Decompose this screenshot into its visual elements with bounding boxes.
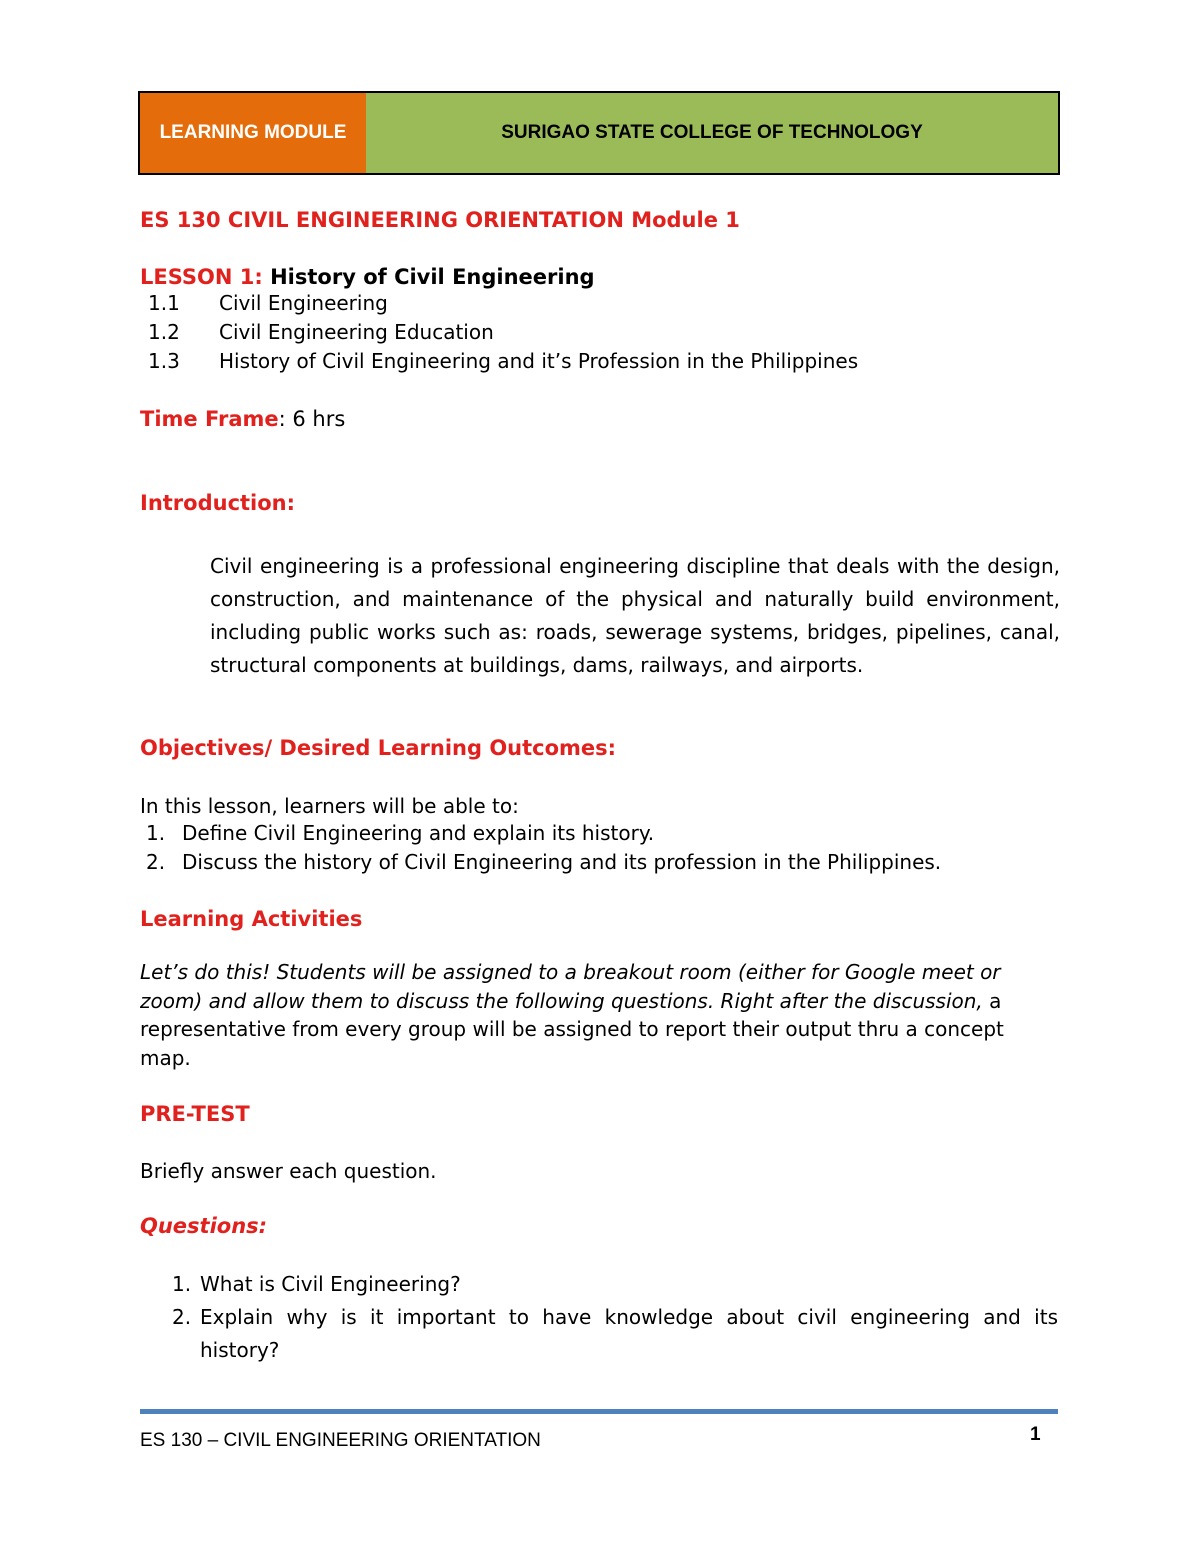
topic-number: 1.3 [148,349,180,373]
list-item [148,320,858,349]
pre-test-instruction: Briefly answer each question. [140,1159,437,1183]
topic-number: 1.1 [148,291,180,315]
question-text: What is Civil Engineering? [200,1272,461,1296]
list-item [172,1301,1058,1367]
time-frame [140,407,345,431]
learning-module-label: LEARNING MODULE [140,93,366,173]
learning-activities-heading: Learning Activities [140,907,363,931]
list-item [148,291,858,320]
list-item [172,1268,1058,1301]
lesson-topics-list [148,291,858,378]
list-item [146,850,941,879]
module-title: ES 130 CIVIL ENGINEERING ORIENTATION Module 1 [140,208,740,232]
module-header-banner [138,91,1060,175]
topic-text: Civil Engineering [219,291,388,315]
time-frame-label: Time Frame [140,407,279,431]
pre-test-heading: PRE-TEST [140,1102,250,1126]
college-name-label: SURIGAO STATE COLLEGE OF TECHNOLOGY [366,93,1058,173]
introduction-paragraph: Civil engineering is a professional engineering discipline that deals with the design, construction, and maintenance of the physical and naturally build environment, including public works such as: roads, sewerage systems, bridges, pipelines, canal, structural components at buildings, dams, railways, and airports. [210,554,1060,677]
topic-text: History of Civil Engineering and it’s Profession in the Philippines [219,349,859,373]
objective-text: Discuss the history of Civil Engineering and its profession in the Philippines. [182,850,942,874]
list-item [148,349,858,378]
footer-course-title: ES 130 – CIVIL ENGINEERING ORIENTATION [140,1430,541,1451]
objective-text: Define Civil Engineering and explain its history. [182,821,655,845]
question-text: Explain why is it important to have knowledge about civil engineering and its history? [200,1305,1058,1362]
introduction-heading: Introduction: [140,491,296,515]
objectives-heading: Objectives/ Desired Learning Outcomes: [140,736,617,760]
objective-number: 1. [146,821,166,845]
question-number: 2. [172,1305,192,1329]
activity-instructions-normal: a representative from every group will be assigned to report their output thru a concept map. [140,988,1004,1070]
time-frame-value: : 6 hrs [278,407,346,431]
footer-divider [140,1409,1058,1414]
objectives-list [146,821,941,879]
questions-list [172,1268,1058,1367]
objective-number: 2. [146,850,166,874]
questions-heading: Questions: [140,1214,268,1238]
topic-text: Civil Engineering Education [219,320,494,344]
page-number: 1 [1030,1424,1041,1445]
objectives-lead: In this lesson, learners will be able to: [140,794,519,818]
lesson-title: History of Civil Engineering [270,265,595,289]
topic-number: 1.2 [148,320,180,344]
question-number: 1. [172,1272,192,1296]
learning-activities-paragraph [140,958,1050,1072]
list-item [146,821,941,850]
activity-instructions-italic: Let’s do this! Students will be assigned to a breakout room (either for Google meet or zoom) and allow them to discuss the following questions. Right after the discussion, [140,960,1001,1013]
lesson-label: LESSON 1: [140,265,263,289]
lesson-heading [140,265,595,289]
